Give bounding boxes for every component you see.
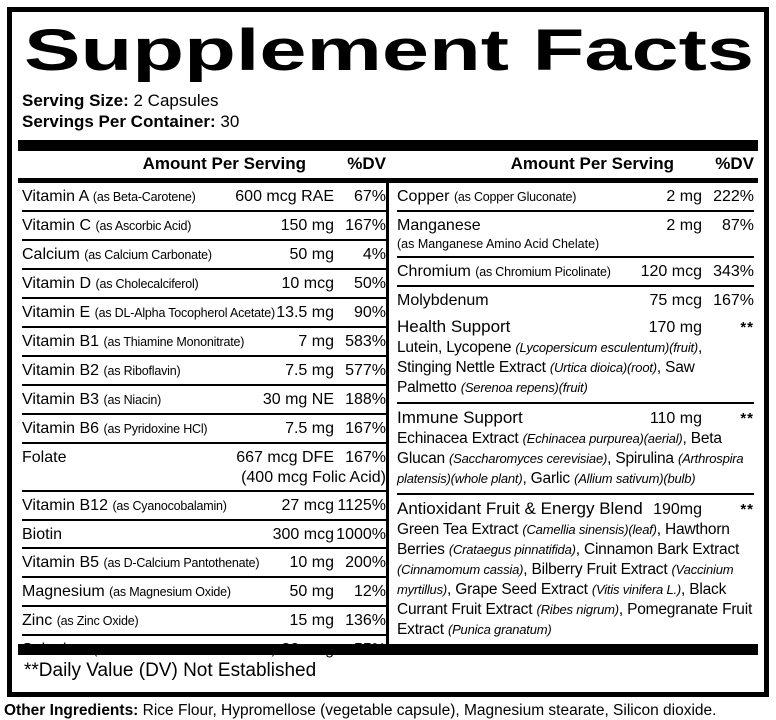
blend-ingredient-name: , Bilberry Fruit Extract (523, 561, 672, 578)
nutrient-row-line (397, 290, 754, 311)
nutrient-row-line (22, 186, 386, 208)
nutrient-amount: 15 mg (289, 612, 334, 629)
nutrient-amount: 7 mg (298, 333, 334, 350)
nutrient-dv: 1000% (336, 526, 386, 543)
blend-ingredient-latin-name: (Crataegus pinnatifida) (448, 542, 576, 557)
nutrient-row (22, 415, 386, 444)
nutrient-dv: 4% (362, 246, 386, 263)
nutrient-form: (as Magnesium Oxide) (109, 585, 231, 599)
nutrient-name: Molybdenum (397, 292, 489, 309)
nutrient-row-line (22, 447, 386, 468)
nutrient-name: Vitamin B12 (as Cyanocobalamin) (22, 497, 227, 514)
blend-section (397, 313, 754, 402)
blend-ingredient-name: , Cinnamon Bark Extract (575, 541, 740, 558)
nutrient-form: (as D-Calcium Pantothenate) (103, 556, 260, 570)
nutrient-amount: 30 mcg (281, 641, 334, 658)
nutrient-form: (as Ascorbic Acid) (95, 219, 192, 233)
nutrient-row-line (22, 495, 386, 517)
amount-per-serving-header: Amount Per Serving (142, 154, 306, 173)
blend-ingredients (397, 520, 754, 640)
nutrient-dv: 50% (353, 275, 386, 292)
nutrient-amount: 120 mcg (640, 263, 702, 280)
nutrient-amount: 150 mg (280, 217, 334, 234)
blend-sections (397, 313, 754, 644)
svg-text:Supplement Facts: Supplement Facts (24, 18, 754, 83)
nutrient-name: Magnesium (as Magnesium Oxide) (22, 583, 231, 600)
blend-ingredient-name: , Black Currant Fruit Extract (397, 581, 727, 618)
nutrient-dv: 188% (345, 391, 386, 408)
blend-ingredient-name: , Pomegranate Fruit Extract (397, 601, 753, 638)
nutrient-amount: 7.5 mg (285, 362, 334, 379)
nutrient-form: (as Manganese Amino Acid Chelate) (397, 237, 600, 251)
blend-section (397, 493, 754, 644)
servings-per-container-label: Servings Per Container: (22, 112, 216, 131)
separator-thick-top (18, 140, 758, 151)
nutrient-dv: 136% (345, 612, 386, 629)
nutrient-form: (as Pyridoxine HCl) (103, 422, 208, 436)
blend-dv-asterisks: ** (740, 410, 754, 427)
nutrient-row-line (22, 581, 386, 603)
nutrient-name: Vitamin B3 (as Niacin) (22, 391, 162, 408)
blend-ingredient-name: , Stinging Nettle Extract (397, 339, 703, 376)
blend-dv-asterisks: ** (740, 319, 754, 336)
blend-ingredient-name: , Saw Palmetto (397, 359, 695, 396)
nutrient-amount: 2 mg (666, 217, 702, 234)
nutrient-amount: 13.5 mg (276, 304, 334, 321)
blend-ingredient-name: Green Tea Extract (397, 521, 523, 538)
nutrient-amount: 27 mcg (281, 497, 334, 514)
column-headers (22, 151, 754, 178)
nutrient-row-line (22, 389, 386, 411)
nutrient-row (22, 241, 386, 270)
nutrient-dv: 167% (345, 449, 386, 466)
other-ingredients (4, 702, 774, 720)
dv-header: %DV (347, 154, 386, 173)
minerals-rows (397, 183, 754, 313)
nutrient-row (22, 386, 386, 415)
nutrient-dv: 90% (353, 304, 386, 321)
nutrient-form: (as Selenium Amino Acid Chelate) (93, 643, 276, 657)
nutrient-row (22, 578, 386, 607)
nutrient-dv: 55% (353, 641, 386, 658)
nutrient-row (22, 492, 386, 521)
blend-ingredients (397, 338, 754, 398)
nutrient-name: Chromium (as Chromium Picolinate) (397, 263, 611, 280)
nutrient-dv: 167% (345, 217, 386, 234)
nutrient-row-line (22, 273, 386, 295)
nutrient-row (397, 183, 754, 212)
servings-per-container-value: 30 (220, 112, 240, 131)
blend-name: Immune Support (397, 408, 523, 427)
nutrient-name: Folate (22, 449, 67, 466)
nutrient-amount: 10 mg (289, 554, 334, 571)
nutrient-name: Manganese (397, 217, 481, 234)
nutrient-amount: 600 mcg RAE (235, 188, 334, 205)
nutrient-row (22, 444, 386, 492)
nutrient-amount: 50 mg (289, 246, 334, 263)
blend-name: Health Support (397, 317, 511, 336)
nutrient-name: Copper (as Copper Gluconate) (397, 188, 577, 205)
serving-size-value: 2 Capsules (133, 91, 219, 110)
nutrient-amount: 667 mcg DFE (236, 449, 334, 466)
blend-ingredient-latin-name: (Lycopersicum esculentum)(fruit) (515, 340, 699, 355)
nutrient-name: Selenium (as Selenium Amino Acid Chelate) (22, 641, 276, 658)
amount-per-serving-header: Amount Per Serving (510, 154, 674, 173)
nutrient-row-line (22, 639, 386, 661)
blend-header (397, 407, 754, 429)
nutrient-form: (as Riboflavin) (103, 364, 181, 378)
blend-ingredient-latin-name: (Camellia sinensis)(leaf) (522, 522, 657, 537)
column-header-left (22, 154, 386, 174)
nutrient-dv: 577% (345, 362, 386, 379)
nutrient-amount: 75 mcg (649, 292, 702, 309)
nutrient-row-line (22, 360, 386, 382)
nutrient-row (397, 287, 754, 313)
other-ingredients-value: Rice Flour, Hypromellose (vegetable capsule), Magnesium stearate, Silicon dioxide. (142, 702, 717, 719)
nutrient-name: Zinc (as Zinc Oxide) (22, 612, 139, 629)
blend-header (397, 316, 754, 338)
nutrient-name: Vitamin B5 (as D-Calcium Pantothenate) (22, 554, 260, 571)
nutrient-row-line (397, 186, 754, 208)
nutrient-form: (as Calcium Carbonate) (84, 248, 212, 262)
nutrient-dv: 200% (345, 554, 386, 571)
blend-amount: 170 mg (648, 319, 702, 336)
blend-ingredient-latin-name: (Urtica dioica)(root) (549, 360, 657, 375)
blend-ingredient-latin-name: (Echinacea purpurea)(aerial) (522, 431, 683, 446)
nutrient-amount: 50 mg (289, 583, 334, 600)
blend-ingredient-name: , Spirulina (607, 450, 678, 467)
nutrient-row-line (22, 244, 386, 266)
blend-ingredient-latin-name: (Saccharomyces cerevisiae) (449, 451, 608, 466)
supplement-label (7, 7, 769, 697)
nutrient-form: (as Chromium Picolinate) (475, 265, 611, 279)
nutrient-dv: 583% (345, 333, 386, 350)
nutrient-row-line (22, 524, 386, 545)
blend-dv-asterisks: ** (740, 501, 754, 518)
blend-ingredient-latin-name: (Vaccinium myrtillus) (397, 562, 734, 597)
blend-ingredient-name: Lutein, Lycopene (397, 339, 516, 356)
serving-size-label: Serving Size: (22, 91, 129, 110)
nutrient-dv: 12% (353, 583, 386, 600)
blend-header (397, 498, 754, 520)
nutrient-dv: 1125% (337, 497, 386, 514)
nutrient-form: (as Copper Gluconate) (453, 190, 577, 204)
nutrients-table-left (22, 183, 386, 658)
nutrient-row-line (22, 610, 386, 632)
nutrient-name: Vitamin D (as Cholecalciferol) (22, 275, 199, 292)
blend-ingredient-name: , Garlic (522, 470, 575, 487)
nutrient-form: (as Cyanocobalamin) (112, 499, 227, 513)
nutrient-name: Vitamin B2 (as Riboflavin) (22, 362, 181, 379)
nutrient-form: (as Zinc Oxide) (56, 614, 139, 628)
blend-amount: 110 mg (649, 410, 702, 427)
nutrient-name: Vitamin B1 (as Thiamine Mononitrate) (22, 333, 245, 350)
nutrient-dv: 222% (713, 188, 754, 205)
footnote: **Daily Value (DV) Not Established (24, 660, 317, 681)
servings-per-container (22, 111, 754, 132)
nutrient-name: Vitamin B6 (as Pyridoxine HCl) (22, 420, 208, 437)
blend-ingredient-name: , Beta Glucan (397, 430, 722, 467)
blend-ingredient-latin-name: (Arthrospira platensis)(whole plant) (397, 451, 744, 486)
blend-amount: 190mg (653, 501, 702, 518)
nutrient-row (22, 328, 386, 357)
nutrient-row (22, 549, 386, 578)
nutrient-form: (as DL-Alpha Tocopherol Acetate) (94, 306, 275, 320)
nutrient-name: Biotin (22, 526, 63, 543)
nutrient-dv: 167% (713, 292, 754, 309)
nutrient-form: (as Cholecalciferol) (95, 277, 199, 291)
nutrient-row (397, 212, 754, 258)
nutrient-amount-sub: (400 mcg Folic Acid) (241, 469, 386, 486)
nutrient-name: Calcium (as Calcium Carbonate) (22, 246, 212, 263)
blend-ingredient-latin-name: (Ribes nigrum) (536, 602, 619, 617)
dv-header: %DV (715, 154, 754, 173)
nutrient-row (22, 270, 386, 299)
nutrient-amount: 300 mcg (272, 526, 334, 543)
nutrient-amount: 30 mg NE (262, 391, 334, 408)
nutrient-dv: 67% (353, 188, 386, 205)
blend-ingredient-name: , Grape Seed Extract (447, 581, 592, 598)
blend-ingredient-latin-name: (Allium sativum)(bulb) (574, 471, 696, 486)
nutrients-table-right (389, 183, 754, 644)
serving-size (22, 90, 754, 111)
blend-ingredient-latin-name: (Vitis vinifera L.) (591, 582, 682, 597)
nutrient-row (22, 183, 386, 212)
blend-ingredient-name: , Hawthorn Berries (397, 521, 730, 558)
column-header-right (389, 154, 754, 174)
blend-ingredients (397, 429, 754, 489)
nutrient-form: (as Niacin) (103, 393, 162, 407)
nutrient-row-line (22, 552, 386, 574)
nutrient-row-line (397, 261, 754, 283)
nutrients-columns (22, 183, 754, 658)
nutrient-row (22, 357, 386, 386)
nutrient-row-line (22, 215, 386, 237)
nutrient-name: Vitamin E (as DL-Alpha Tocopherol Acetate) (22, 304, 275, 321)
other-ingredients-label: Other Ingredients: (4, 702, 139, 719)
blend-section (397, 402, 754, 493)
blend-ingredient-name: Echinacea Extract (397, 430, 523, 447)
blend-name: Antioxidant Fruit & Energy Blend (397, 499, 643, 518)
nutrient-row-line (397, 215, 754, 236)
nutrient-form: (as Thiamine Mononitrate) (103, 335, 245, 349)
blend-ingredient-latin-name: (Serenoa repens)(fruit) (460, 380, 588, 395)
nutrient-amount: 10 mcg (281, 275, 334, 292)
nutrient-row (22, 521, 386, 549)
blend-ingredient-latin-name: (Cinnamomum cassia) (397, 562, 524, 577)
nutrient-dv: 343% (713, 263, 754, 280)
nutrient-row (22, 299, 386, 328)
nutrient-dv: 87% (721, 217, 754, 234)
nutrient-row (22, 212, 386, 241)
nutrient-row (22, 607, 386, 636)
nutrient-name: Vitamin C (as Ascorbic Acid) (22, 217, 192, 234)
nutrient-dv: 167% (345, 420, 386, 437)
blend-ingredient-latin-name: (Punica granatum) (447, 622, 552, 637)
title (24, 20, 760, 82)
nutrient-amount: 2 mg (666, 188, 702, 205)
nutrient-name: Vitamin A (as Beta-Carotene) (22, 188, 196, 205)
nutrient-row (397, 258, 754, 287)
nutrient-row-line (22, 302, 386, 324)
nutrient-amount: 7.5 mg (285, 420, 334, 437)
nutrient-form: (as Beta-Carotene) (92, 190, 196, 204)
nutrient-row-line (22, 418, 386, 440)
nutrient-row-line (22, 331, 386, 353)
